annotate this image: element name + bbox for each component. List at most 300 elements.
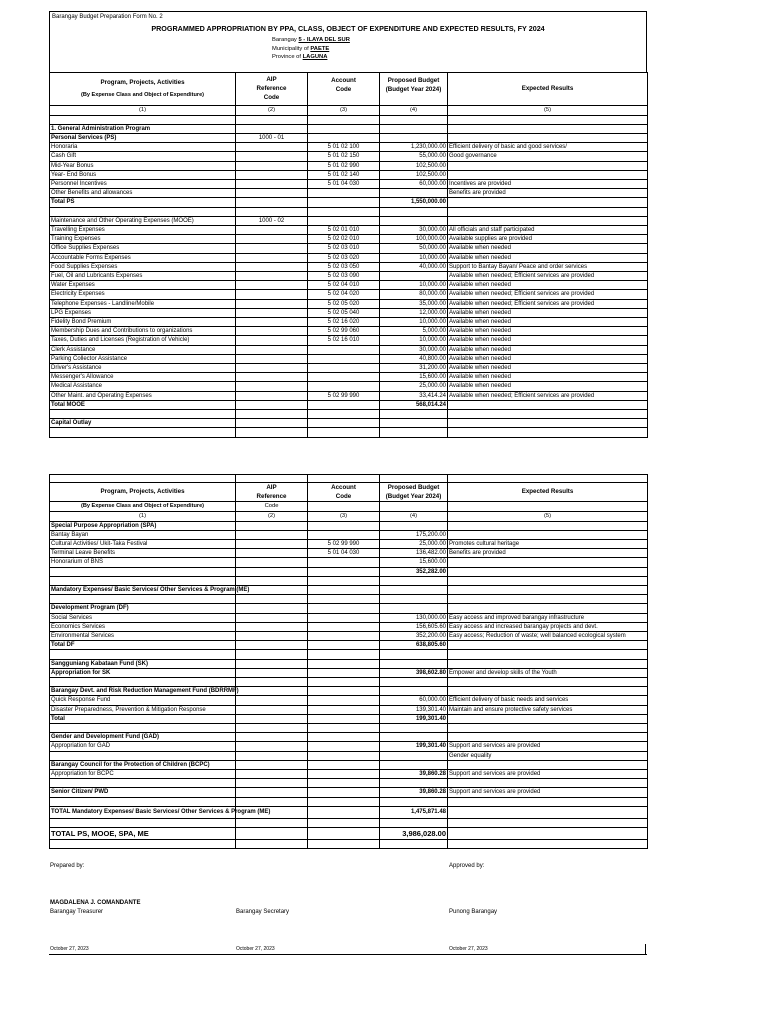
- expected-result-cell: [448, 641, 648, 650]
- ppa-cell: Year- End Bonus: [50, 170, 236, 179]
- account-code-cell: 5 01 04 030: [308, 179, 380, 188]
- barangay-value: 5 - ILAYA DEL SUR: [298, 37, 350, 43]
- account-code-cell: [308, 133, 380, 142]
- ppa-cell: Other Maint. and Operating Expenses: [50, 391, 236, 400]
- ppa-cell: Membership Dues and Contributions to organizations: [50, 327, 236, 336]
- account-code-cell: 5 02 99 990: [308, 391, 380, 400]
- table-row: [50, 585, 648, 594]
- expected-result-cell: [448, 419, 648, 428]
- expected-result-cell: Available when needed: [448, 308, 648, 317]
- table-row: [50, 677, 648, 686]
- ppa-cell: Mid-Year Bonus: [50, 161, 236, 170]
- ppa-cell: Telephone Expenses - Landline/Mobile: [50, 299, 236, 308]
- account-code-cell: [308, 806, 380, 818]
- account-code-cell: [308, 345, 380, 354]
- table-row: [50, 769, 648, 778]
- table-row: [50, 641, 648, 650]
- col-header-ppa-2: [50, 482, 236, 501]
- aip-code-cell: [236, 262, 308, 271]
- amount-cell: [380, 419, 448, 428]
- account-code-cell: [308, 558, 380, 567]
- budget-label-1-2: Proposed Budget: [387, 483, 440, 491]
- account-code-cell: 5 01 02 990: [308, 161, 380, 170]
- amount-cell: [380, 677, 448, 686]
- ppa-cell: [50, 428, 236, 437]
- account-code-cell: [308, 797, 380, 806]
- expected-result-cell: Easy access and improved barangay infrastructure: [448, 613, 648, 622]
- col-header-results: [448, 72, 648, 105]
- expected-result-cell: [448, 521, 648, 530]
- aip-code-cell: [236, 299, 308, 308]
- aip-code-cell: [236, 641, 308, 650]
- table-row: [50, 152, 648, 161]
- amount-cell: 31,200.00: [380, 363, 448, 372]
- expected-result-cell: [448, 530, 648, 539]
- treasurer-name: MAGDALENA J. COMANDANTE: [50, 900, 141, 906]
- aip-code-cell: [236, 760, 308, 769]
- aip-code-cell: [236, 198, 308, 207]
- prepared-by-label: Prepared by:: [50, 863, 85, 869]
- aip-code-cell: [236, 650, 308, 659]
- account-code-cell: [308, 400, 380, 409]
- account-code-cell: 5 02 04 020: [308, 290, 380, 299]
- amount-cell: 156,605.60: [380, 622, 448, 631]
- amount-cell: 55,000.00: [380, 152, 448, 161]
- expected-result-cell: Efficient delivery of basic and good services/: [448, 143, 648, 152]
- account-code-cell: [308, 567, 380, 576]
- aip-code-cell: [236, 207, 308, 216]
- municipality-value: PAETE: [310, 45, 330, 52]
- table-row: [50, 354, 648, 363]
- table-row: [50, 705, 648, 714]
- table-row: [50, 595, 648, 604]
- amount-cell: [380, 216, 448, 225]
- aip-code-cell: 1000 - 02: [236, 216, 308, 225]
- expected-result-cell: Maintain and ensure protective safety services: [448, 705, 648, 714]
- aip-code-cell: [236, 409, 308, 418]
- amount-cell: 25,000.00: [380, 539, 448, 548]
- form-number: Barangay Budget Preparation Form No. 2: [52, 14, 163, 20]
- expected-result-cell: [448, 604, 648, 613]
- expected-result-cell: [448, 733, 648, 742]
- col-header-budget-2: [380, 482, 448, 501]
- amount-cell: 1,475,871.48: [380, 806, 448, 818]
- ppa-cell: Appropriation for BCPC: [50, 769, 236, 778]
- aip-code-cell: [236, 818, 308, 827]
- aip-code-cell: [236, 751, 308, 760]
- account-code-cell: [308, 613, 380, 622]
- account-code-cell: 5 02 05 020: [308, 299, 380, 308]
- table-row: [50, 631, 648, 640]
- ppa-cell: Economics Services: [50, 622, 236, 631]
- amount-cell: 139,301.40: [380, 705, 448, 714]
- aip-code-cell: [236, 668, 308, 677]
- amount-cell: 352,200.00: [380, 631, 448, 640]
- expected-result-cell: [448, 806, 648, 818]
- expected-result-cell: Available when needed: [448, 253, 648, 262]
- ppa-cell: Driver's Assistance: [50, 363, 236, 372]
- aip-code-cell: [236, 521, 308, 530]
- ppa-cell: Food Supplies Expenses: [50, 262, 236, 271]
- account-code-cell: [308, 124, 380, 133]
- expected-result-cell: Gender equality: [448, 751, 648, 760]
- account-code-cell: [308, 818, 380, 827]
- table-row: [50, 262, 648, 271]
- expected-result-cell: Good governance: [448, 152, 648, 161]
- col-number-2: (2): [236, 105, 308, 115]
- expected-result-cell: Support and services are provided: [448, 769, 648, 778]
- table-row: [50, 650, 648, 659]
- amount-cell: 3,986,028.00: [380, 827, 448, 839]
- aip-code-cell: [236, 391, 308, 400]
- account-code-cell: [308, 622, 380, 631]
- account-code-cell: [308, 705, 380, 714]
- account-code-cell: [308, 207, 380, 216]
- col-header-account-2: [308, 482, 380, 501]
- ppa-cell: Honorarium of BNS: [50, 558, 236, 567]
- aip-code-cell: [236, 549, 308, 558]
- expected-result-cell: [448, 133, 648, 142]
- amount-cell: 136,482.00: [380, 549, 448, 558]
- amount-cell: 60,000.00: [380, 179, 448, 188]
- account-code-cell: 5 01 02 100: [308, 143, 380, 152]
- ppa-header-label: Program, Projects, Activities: [100, 78, 185, 86]
- amount-cell: [380, 839, 448, 848]
- amount-cell: 40,000.00: [380, 262, 448, 271]
- table-row: [50, 216, 648, 225]
- table-row: [50, 115, 648, 124]
- ppa-cell: Personnel Incentives: [50, 179, 236, 188]
- page-title: PROGRAMMED APPROPRIATION BY PPA, CLASS, OBJECT OF EXPENDITURE AND EXPECTED RESULTS, FY 2024: [151, 24, 545, 33]
- aip-code-cell: 1000 - 01: [236, 133, 308, 142]
- table-row: [50, 521, 648, 530]
- secretary-title: Barangay Secretary: [236, 909, 290, 915]
- aip-code-cell: [236, 115, 308, 124]
- table-row: [50, 143, 648, 152]
- table-row: [50, 382, 648, 391]
- ppa-cell: [50, 595, 236, 604]
- account-code-cell: [308, 677, 380, 686]
- ppa-cell: Parking Collector Assistance: [50, 354, 236, 363]
- ppa-cell: [50, 723, 236, 732]
- expected-result-cell: Support and services are provided: [448, 788, 648, 797]
- account-code-cell: [308, 723, 380, 732]
- account-label-2: Code: [335, 85, 352, 93]
- aip-code-cell: [236, 244, 308, 253]
- table-row: [50, 290, 648, 299]
- amount-cell: [380, 124, 448, 133]
- col-number-3-2: (3): [308, 511, 380, 521]
- aip-code-cell: [236, 788, 308, 797]
- amount-cell: 175,200.00: [380, 530, 448, 539]
- aip-code-cell: [236, 143, 308, 152]
- ppa-cell: 1. General Administration Program: [50, 124, 236, 133]
- aip-label-2-2: Reference: [256, 492, 287, 500]
- ppa-cell: Cash Gift: [50, 152, 236, 161]
- aip-code-cell: [236, 769, 308, 778]
- expected-result-cell: Available when needed; Efficient services are provided: [448, 290, 648, 299]
- table-1-header: [50, 72, 648, 115]
- table-row: [50, 124, 648, 133]
- aip-code-cell: [236, 271, 308, 280]
- amount-cell: 30,000.00: [380, 225, 448, 234]
- amount-cell: 10,000.00: [380, 336, 448, 345]
- table-row: [50, 253, 648, 262]
- ppa-cell: [50, 650, 236, 659]
- table-row: [50, 797, 648, 806]
- account-code-cell: [308, 115, 380, 124]
- expected-result-cell: [448, 400, 648, 409]
- table-row: [50, 317, 648, 326]
- account-code-cell: [308, 409, 380, 418]
- table-row: [50, 604, 648, 613]
- amount-cell: 130,000.00: [380, 613, 448, 622]
- table-1-body: [50, 115, 648, 437]
- table-row: [50, 419, 648, 428]
- account-code-cell: [308, 742, 380, 751]
- table-row: [50, 696, 648, 705]
- amount-cell: [380, 576, 448, 585]
- date-punong: October 27, 2023: [449, 946, 488, 952]
- aip-code-cell: [236, 797, 308, 806]
- aip-code-cell: [236, 373, 308, 382]
- table-row: [50, 327, 648, 336]
- municipality-line: [50, 45, 646, 54]
- ppa-cell: TOTAL Mandatory Expenses/ Basic Services/ Other Services & Program (ME): [50, 806, 236, 818]
- table-row: [50, 751, 648, 760]
- ppa-cell: Clerk Assistance: [50, 345, 236, 354]
- expected-result-cell: [448, 595, 648, 604]
- aip-code-cell: [236, 124, 308, 133]
- aip-code-cell: [236, 327, 308, 336]
- table-row: [50, 207, 648, 216]
- punong-title: Punong Barangay: [449, 909, 498, 915]
- expected-result-cell: Easy access; Reduction of waste; well balanced ecological system: [448, 631, 648, 640]
- bottom-rule: [49, 954, 647, 955]
- table-row: [50, 567, 648, 576]
- aip-code-cell: [236, 354, 308, 363]
- account-code-cell: [308, 631, 380, 640]
- table-row: [50, 409, 648, 418]
- amount-cell: [380, 585, 448, 594]
- ppa-cell: [50, 567, 236, 576]
- aip-code-cell: [236, 659, 308, 668]
- expected-result-cell: [448, 207, 648, 216]
- table-row: [50, 271, 648, 280]
- amount-cell: 1,230,000.00: [380, 143, 448, 152]
- expected-result-cell: [448, 723, 648, 732]
- ppa-cell: Senior Citizen/ PWD: [50, 788, 236, 797]
- expected-result-cell: [448, 650, 648, 659]
- table-2-body: [50, 521, 648, 849]
- account-code-cell: [308, 779, 380, 788]
- table-row: [50, 161, 648, 170]
- table-row: [50, 281, 648, 290]
- expected-result-cell: Empower and develop skills of the Youth: [448, 668, 648, 677]
- ppa-cell: Honoraria: [50, 143, 236, 152]
- table-row: [50, 806, 648, 818]
- expected-result-cell: [448, 216, 648, 225]
- table-row: [50, 687, 648, 696]
- ppa-cell: Fuel, Oil and Lubricants Expenses: [50, 271, 236, 280]
- amount-cell: 100,000.00: [380, 235, 448, 244]
- col-header-budget: [380, 72, 448, 105]
- account-code-cell: 5 02 01 010: [308, 225, 380, 234]
- account-code-cell: [308, 354, 380, 363]
- amount-cell: 10,000.00: [380, 281, 448, 290]
- table-row: [50, 549, 648, 558]
- table-row: [50, 189, 648, 198]
- ppa-sub-label: (By Expense Class and Object of Expenditure): [80, 91, 205, 98]
- account-code-cell: 5 02 02 010: [308, 235, 380, 244]
- ppa-cell: Appropriation for SK: [50, 668, 236, 677]
- appropriation-table-1: [49, 72, 648, 438]
- col-number-2-2: (2): [236, 511, 308, 521]
- ppa-cell: Development Program (DF): [50, 604, 236, 613]
- ppa-cell: Total DF: [50, 641, 236, 650]
- form-header: [49, 11, 647, 72]
- table-row: [50, 336, 648, 345]
- table-row: [50, 659, 648, 668]
- amount-cell: [380, 733, 448, 742]
- account-code-cell: [308, 714, 380, 723]
- table-row: [50, 299, 648, 308]
- col-number-3: (3): [308, 105, 380, 115]
- amount-cell: 50,000.00: [380, 244, 448, 253]
- aip-code-cell: [236, 235, 308, 244]
- expected-result-cell: Available when needed: [448, 327, 648, 336]
- amount-cell: 199,301.40: [380, 742, 448, 751]
- amount-cell: 33,414.24: [380, 391, 448, 400]
- aip-code-cell: [236, 152, 308, 161]
- ppa-cell: Water Expenses: [50, 281, 236, 290]
- aip-code-cell: [236, 382, 308, 391]
- account-code-cell: [308, 530, 380, 539]
- ppa-cell: Barangay Devt. and Risk Reduction Management Fund (BDRRMF): [51, 688, 239, 695]
- amount-cell: 80,000.00: [380, 290, 448, 299]
- table-row: [50, 400, 648, 409]
- amount-cell: [380, 818, 448, 827]
- account-code-cell: 5 02 04 010: [308, 281, 380, 290]
- table-row: [50, 391, 648, 400]
- table-row: [50, 179, 648, 188]
- ppa-cell: Office Supplies Expenses: [50, 244, 236, 253]
- table-row: [50, 170, 648, 179]
- expected-result-cell: Available when needed; Efficient services are provided: [448, 391, 648, 400]
- date-secretary: October 27, 2023: [236, 946, 275, 952]
- results-header-label: Expected Results: [521, 85, 574, 92]
- amount-cell: [380, 409, 448, 418]
- aip-code-cell: [236, 576, 308, 585]
- expected-result-cell: [448, 428, 648, 437]
- aip-code-cell: [236, 336, 308, 345]
- expected-result-cell: [448, 779, 648, 788]
- account-code-cell: 5 01 02 150: [308, 152, 380, 161]
- amount-cell: 398,602.80: [380, 668, 448, 677]
- amount-cell: [380, 751, 448, 760]
- ppa-cell: Total: [50, 714, 236, 723]
- ppa-cell: Total MOOE: [50, 400, 236, 409]
- table-row: [50, 576, 648, 585]
- account-code-cell: [308, 373, 380, 382]
- account-code-cell: 5 01 04 030: [308, 549, 380, 558]
- ppa-cell: Capital Outlay: [50, 419, 236, 428]
- ppa-cell: Mandatory Expenses/ Basic Services/ Other Services & Program (ME): [51, 586, 250, 593]
- amount-cell: 102,500.00: [380, 161, 448, 170]
- table-row: [50, 613, 648, 622]
- amount-cell: [380, 797, 448, 806]
- table-row: [50, 622, 648, 631]
- ppa-cell: Terminal Leave Benefits: [50, 549, 236, 558]
- expected-result-cell: [448, 161, 648, 170]
- barangay-label: Barangay: [272, 37, 297, 43]
- amount-cell: [380, 604, 448, 613]
- table-row: [50, 363, 648, 372]
- table-row: [50, 530, 648, 539]
- amount-cell: 15,600.00: [380, 373, 448, 382]
- ppa-cell: Other Benefits and allowances: [50, 189, 236, 198]
- aip-code-cell: [236, 595, 308, 604]
- date-treasurer: October 27, 2023: [50, 946, 89, 952]
- account-code-cell: [308, 189, 380, 198]
- expected-result-cell: Support and services are provided: [448, 742, 648, 751]
- ppa-cell: Quick Response Fund: [50, 696, 236, 705]
- expected-result-cell: Available when needed: [448, 354, 648, 363]
- col-number-5-2: (5): [448, 511, 648, 521]
- aip-code-cell: [236, 558, 308, 567]
- ppa-cell: Accountable Forms Expenses: [50, 253, 236, 262]
- expected-result-cell: [448, 576, 648, 585]
- expected-result-cell: [448, 115, 648, 124]
- col-number-4: (4): [380, 105, 448, 115]
- expected-result-cell: Available when needed: [448, 317, 648, 326]
- amount-cell: [380, 521, 448, 530]
- account-code-cell: [308, 216, 380, 225]
- account-code-cell: [308, 382, 380, 391]
- account-code-cell: [308, 585, 380, 594]
- aip-code-cell: [236, 705, 308, 714]
- ppa-cell: Special Purpose Appropriation (SPA): [50, 521, 236, 530]
- account-code-cell: [308, 760, 380, 769]
- appropriation-table-2: [49, 474, 648, 850]
- table-2-header: [50, 474, 648, 521]
- amount-cell: 40,800.00: [380, 354, 448, 363]
- table-row: [50, 244, 648, 253]
- account-code-cell: 5 02 03 050: [308, 262, 380, 271]
- col-header-aip-2: [236, 482, 308, 501]
- aip-code-cell: [236, 696, 308, 705]
- table-row: [50, 827, 648, 839]
- results-header-label-2: Expected Results: [521, 488, 574, 496]
- amount-cell: 25,000.00: [380, 382, 448, 391]
- amount-cell: 10,000.00: [380, 253, 448, 262]
- municipality-label: Municipality of: [272, 45, 309, 52]
- aip-code-cell: [236, 604, 308, 613]
- table-row: [50, 373, 648, 382]
- table-row: [50, 345, 648, 354]
- ppa-cell: [50, 115, 236, 124]
- expected-result-cell: [448, 714, 648, 723]
- table-row: [50, 558, 648, 567]
- barangay-line: [50, 36, 646, 45]
- expected-result-cell: [448, 409, 648, 418]
- amount-cell: 199,301.40: [380, 714, 448, 723]
- province-label: Province of: [272, 54, 301, 60]
- province-line: [50, 53, 646, 62]
- amount-cell: [380, 659, 448, 668]
- ppa-cell: Total PS: [50, 198, 236, 207]
- account-code-cell: [308, 769, 380, 778]
